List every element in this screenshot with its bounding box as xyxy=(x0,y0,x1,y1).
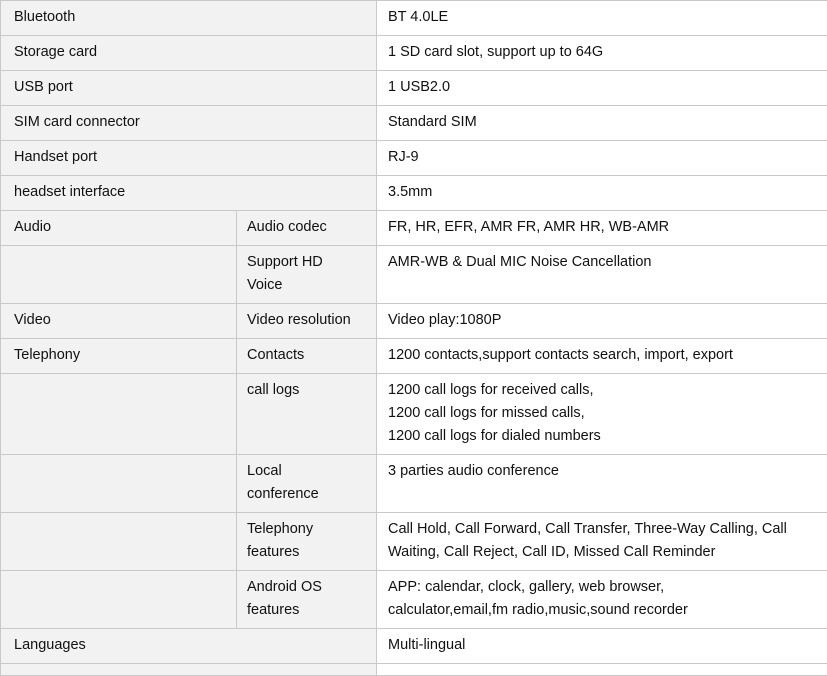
table-row xyxy=(1,141,827,176)
row-value: Call Hold, Call Forward, Call Transfer, Three-Way Calling, Call Waiting, Call Reject, Call ID, Missed Call Reminder xyxy=(377,513,827,571)
row-value: 1200 call logs for received calls, 1200 call logs for missed calls, 1200 call logs for dialed numbers xyxy=(377,374,827,455)
table-row xyxy=(1,106,827,141)
row-value: 1 SD card slot, support up to 64G xyxy=(377,36,827,71)
row-value: FR, HR, EFR, AMR FR, AMR HR, WB-AMR xyxy=(377,211,827,246)
row-label xyxy=(1,246,237,304)
row-label xyxy=(1,374,237,455)
row-value: APP: calendar, clock, gallery, web browser, calculator,email,fm radio,music,sound recorder xyxy=(377,571,827,629)
row-label: Audio xyxy=(1,211,237,246)
row-label: Languages xyxy=(1,629,377,664)
row-value xyxy=(377,664,827,676)
row-sublabel: call logs xyxy=(237,374,377,455)
row-sublabel: Contacts xyxy=(237,339,377,374)
row-value: 1 USB2.0 xyxy=(377,71,827,106)
row-label: headset interface xyxy=(1,176,377,211)
row-label: Telephony xyxy=(1,339,237,374)
table-row xyxy=(1,176,827,211)
row-sublabel: Audio codec xyxy=(237,211,377,246)
row-label xyxy=(1,455,237,513)
row-sublabel: Telephony features xyxy=(237,513,377,571)
row-label: Storage card xyxy=(1,36,377,71)
row-value: 3 parties audio conference xyxy=(377,455,827,513)
table-row xyxy=(1,246,827,304)
row-value: Standard SIM xyxy=(377,106,827,141)
row-label: SIM card connector xyxy=(1,106,377,141)
row-value: Multi-lingual xyxy=(377,629,827,664)
row-sublabel: Android OS features xyxy=(237,571,377,629)
table-row xyxy=(1,629,827,664)
row-label: Video xyxy=(1,304,237,339)
row-value: BT 4.0LE xyxy=(377,1,827,36)
row-value: 1200 contacts,support contacts search, import, export xyxy=(377,339,827,374)
table-row xyxy=(1,374,827,455)
row-value: RJ-9 xyxy=(377,141,827,176)
table-row xyxy=(1,1,827,36)
row-label xyxy=(1,571,237,629)
row-value: Video play:1080P xyxy=(377,304,827,339)
row-label xyxy=(1,664,377,676)
table-row xyxy=(1,339,827,374)
table-row xyxy=(1,304,827,339)
row-sublabel: Local conference xyxy=(237,455,377,513)
table-row xyxy=(1,455,827,513)
table-row xyxy=(1,36,827,71)
table-row xyxy=(1,513,827,571)
table-row xyxy=(1,571,827,629)
row-sublabel: Support HD Voice xyxy=(237,246,377,304)
row-label: Handset port xyxy=(1,141,377,176)
row-sublabel: Video resolution xyxy=(237,304,377,339)
row-label: Bluetooth xyxy=(1,1,377,36)
table-row xyxy=(1,71,827,106)
table-row xyxy=(1,211,827,246)
row-value: AMR-WB & Dual MIC Noise Cancellation xyxy=(377,246,827,304)
table-row xyxy=(1,664,827,676)
row-value: 3.5mm xyxy=(377,176,827,211)
row-label: USB port xyxy=(1,71,377,106)
row-label xyxy=(1,513,237,571)
